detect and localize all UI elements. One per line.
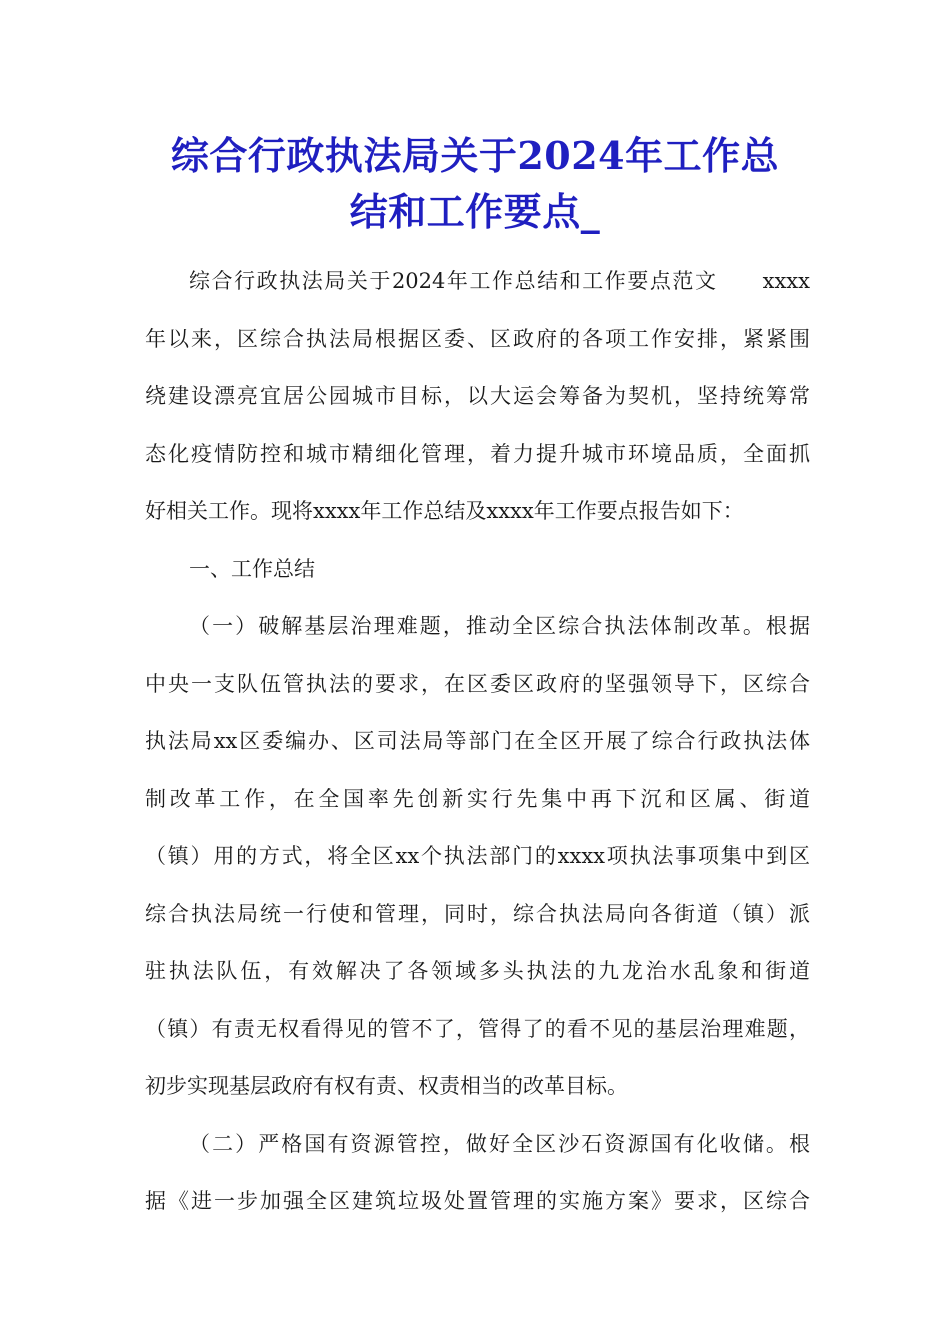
body-line: 绕建设漂亮宜居公园城市目标，以大运会筹备为契机，坚持统筹常 (145, 384, 810, 408)
body-line: （一）破解基层治理难题，推动全区综合执法体制改革。根据 (189, 614, 810, 638)
title-line-2: 结和工作要点_ (349, 189, 601, 234)
body-line: 初步实现基层政府有权有责、权责相当的改革目标。 (145, 1074, 628, 1098)
title-line-1: 综合行政执法局关于2024年工作总 (170, 133, 780, 178)
body-line: 好相关工作。现将xxxx年工作总结及xxxx年工作要点报告如下： (145, 499, 744, 523)
body-line: 执法局xx区委编办、区司法局等部门在全区开展了综合行政执法体 (145, 729, 810, 753)
body-line: 综合执法局统一行使和管理，同时，综合执法局向各街道（镇）派 (145, 901, 810, 926)
body-line: 据《进一步加强全区建筑垃圾处置管理的实施方案》要求，区综合 (145, 1189, 810, 1213)
document-title (0, 128, 950, 240)
body-line: （镇）有责无权看得见的管不了，管得了的看不见的基层治理难题， (145, 1016, 810, 1041)
body-line: 中央一支队伍管执法的要求，在区委区政府的坚强领导下，区综合 (145, 671, 810, 696)
body-line: 制改革工作，在全国率先创新实行先集中再下沉和区属、街道 (145, 786, 810, 811)
body-line: （二）严格国有资源管控，做好全区沙石资源国有化收储。根 (189, 1131, 810, 1156)
body-line: （镇）用的方式，将全区xx个执法部门的xxxx项执法事项集中到区 (145, 844, 810, 868)
body-line: 态化疫情防控和城市精细化管理，着力提升城市环境品质，全面抓 (145, 441, 810, 466)
body-line: 驻执法队伍，有效解决了各领域多头执法的九龙治水乱象和街道 (145, 959, 810, 983)
body-line: 年以来，区综合执法局根据区委、区政府的各项工作安排，紧紧围 (145, 326, 810, 351)
body-line: 一、工作总结 (189, 556, 315, 581)
body-line: 综合行政执法局关于2024年工作总结和工作要点范文 xxxx (189, 269, 810, 293)
